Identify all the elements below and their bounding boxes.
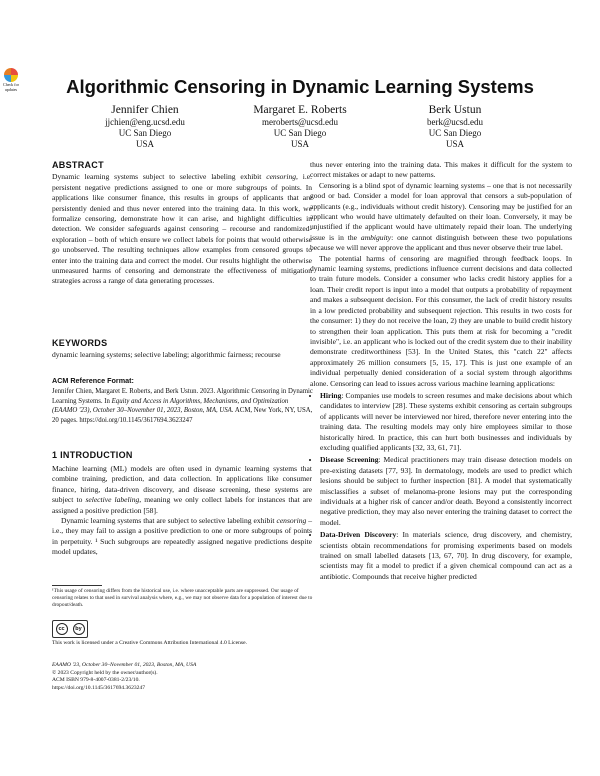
- meta-doi-link[interactable]: https://doi.org/10.1145/3617694.3623247: [52, 684, 146, 691]
- footnote: ¹This usage of censoring differs from the historical use, i.e. where unacceptable parts are suppressed. Our usage of censoring relates to that used in survival analysis where, e.g., we may not observe data for a population of interest due to dropout/death.: [52, 588, 313, 608]
- creative-commons-logo: [52, 620, 88, 638]
- introduction-heading: 1 INTRODUCTION: [52, 450, 133, 460]
- author-email: meroberts@ucsd.edu: [261, 117, 339, 127]
- author-email: jjchien@eng.ucsd.edu: [105, 117, 185, 127]
- license-text: This work is licensed under a Creative Commons Attribution International 4.0 License.: [52, 640, 247, 646]
- author-affiliation: UC San Diego: [428, 127, 482, 138]
- abstract-section: [52, 160, 312, 287]
- author-country: USA: [135, 138, 154, 149]
- author-email: berk@ucsd.edu: [426, 117, 484, 127]
- author-name: Margaret E. Roberts: [253, 104, 347, 116]
- author-1: [65, 104, 225, 149]
- abstract-heading: ABSTRACT: [52, 160, 104, 170]
- author-country: USA: [290, 138, 309, 149]
- body-paragraph: thus never entering into the training data. This makes it difficult for the system to correct mistakes or adapt to new patterns.: [310, 160, 572, 180]
- acm-reference-heading: ACM Reference Format:: [52, 376, 134, 385]
- application-list: [310, 391, 572, 582]
- author-affiliation: UC San Diego: [118, 127, 172, 138]
- meta-venue: EAAMO '23, October 30–November 01, 2023, Boston, MA, USA: [52, 662, 197, 668]
- meta-isbn: ACM ISBN 979-8-4007-0381-2/23/10.: [52, 677, 140, 684]
- cc-icon: cc: [56, 623, 68, 635]
- by-icon: by: [73, 623, 85, 635]
- intro-paragraph: Machine learning (ML) models are often used in dynamic learning systems that combine training, prediction, and data collection. In applications like consumer finance, hiring, data-driven discovery, and disease screening, these systems are subject to selective labeling, meaning we only collect labels for instances that are assigned a positive prediction [58].: [52, 464, 312, 515]
- check-for-updates-badge[interactable]: [0, 66, 22, 100]
- paper-title: Algorithmic Censoring in Dynamic Learning Systems: [66, 76, 534, 97]
- right-column: [310, 160, 572, 584]
- abstract-text: Dynamic learning systems subject to selective labeling exhibit censoring, i.e. persistent negative predictions assigned to one or more subgroups of points. In applications like consumer finance, this results in groups of applicants that are persistently denied and thus never entered into the training data. In this work, we formalize censoring, demonstrate how it can arise, and highlight difficulties in detection. We consider safeguards against censoring – recourse and randomized-exploration – both of which ensure we collect labels for points that would otherwise go unobserved. The resulting techniques allow examples from censored groups to enter into the training data and correct the model. Our results highlight the otherwise unmeasured harms of censoring and demonstrate the effectiveness of mitigation strategies across a range of data generating processes.: [52, 172, 312, 286]
- check-for-updates-icon: [4, 68, 18, 82]
- author-name: Jennifer Chien: [111, 104, 179, 116]
- author-3: [375, 104, 535, 149]
- publication-metadata: [52, 662, 314, 692]
- introduction-text: [52, 464, 312, 558]
- list-item: • Hiring: Companies use models to screen resumes and make decisions about which candidates to interview [28]. These systems exhibit censoring as certain subgroups of applicants will never be interviewed nor hired, therefore never entering into the training data. The resulting models may only hire employees similar to those historically hired. In practice, this can hurt both businesses and individuals by excluding qualified applicants [32, 33, 61, 71].: [320, 391, 572, 453]
- check-for-updates-label: Check for updates: [3, 82, 19, 92]
- body-paragraph: The potential harms of censoring are magnified through feedback loops. In dynamic learning systems, predictions influence current decisions and data collected to train future models. Consider a consumer who lacks credit history applies for a loan. Their credit report is input into a model that outputs a probability of repayment and makes a subsequent decision. For this consumer, the lack of credit history results in a low predicted probability and subsequent rejection. This results in two costs for the consumer: 1) they do not receive the loan, 2) they are unable to build credit history to strengthen their loan application. This puts them at risk for becoming a "credit invisible", i.e. an applicant who is locked out of the credit system due to their inability demonstrate creditworthiness [53]. In the United States, this "catch 22" affects approximately 26 million consumers [5, 15, 17]. This is just one example of an individual perpetually denied consideration of a social system through algorithms alone. Censoring can lead to issues across various machine learning applications:: [310, 253, 572, 388]
- meta-copyright: © 2023 Copyright held by the owner/author(s).: [52, 669, 158, 676]
- acm-reference-text: Jennifer Chien, Margaret E. Roberts, and Berk Ustun. 2023. Algorithmic Censoring in Dynamic Learning Systems. In Equity and Access in Algorithms, Mechanisms, and Optimization (EAAMO '23), October 30–November 01, 2023, Boston, MA, USA. ACM, New York, NY, USA, 20 pages. https://doi.org/10.1145/3617694.3623247: [52, 388, 313, 424]
- body-paragraph: Censoring is a blind spot of dynamic learning systems – one that is not necessarily good or bad. Consider a model for loan approval that censors a sub-population of applicants (e.g., individuals without credit history). Censoring may be justified for an applicant who would have ultimately defaulted on their loan. Conversely, it may be unjustified if the applicant would have ultimately repaid their loan. The underlying issue is in the ambiguity: one cannot distinguish between these two populations because we will never approve the applicant and thus never observe their true label.: [310, 180, 573, 253]
- keywords-heading: KEYWORDS: [52, 338, 108, 348]
- author-country: USA: [445, 138, 464, 149]
- author-affiliation: UC San Diego: [273, 127, 327, 138]
- intro-paragraph: Dynamic learning systems that are subject to selective labeling exhibit censoring – i.e., they may fail to assign a positive prediction to one or more subgroups of points in perpetuity. ¹ Such subgroups are repeatedly assigned negative predictions despite model updates,: [52, 516, 312, 557]
- list-item: • Disease Screening: Medical practitioners may train disease detection models on pre-existing datasets [77, 93]. In dermatology, models are used to predict which lesions should be subject to further inspection [81]. A model that systematically misclassifies a subset of melanoma-prone lesions may put the corresponding individuals at a higher risk of cancer and/or death. Beyond a consistently incorrect negative prediction, they may also never entering the training dataset to correct the model.: [320, 455, 572, 528]
- list-item: • Data-Driven Discovery: In materials science, drug discovery, and chemistry, scientists obtain recommendations for promising experiments based on models trained on small labelled datasets [13, 67, 70]. In drug discovery, for example, scientists may fit a model to predict if a given chemical compound can act as a antibiotic. Compounds that receive higher predicted: [320, 530, 572, 582]
- footnote-rule: [52, 585, 102, 586]
- keywords-text: dynamic learning systems; selective labeling; algorithmic fairness; recourse: [52, 350, 281, 359]
- author-name: Berk Ustun: [428, 104, 482, 116]
- author-2: [220, 104, 380, 149]
